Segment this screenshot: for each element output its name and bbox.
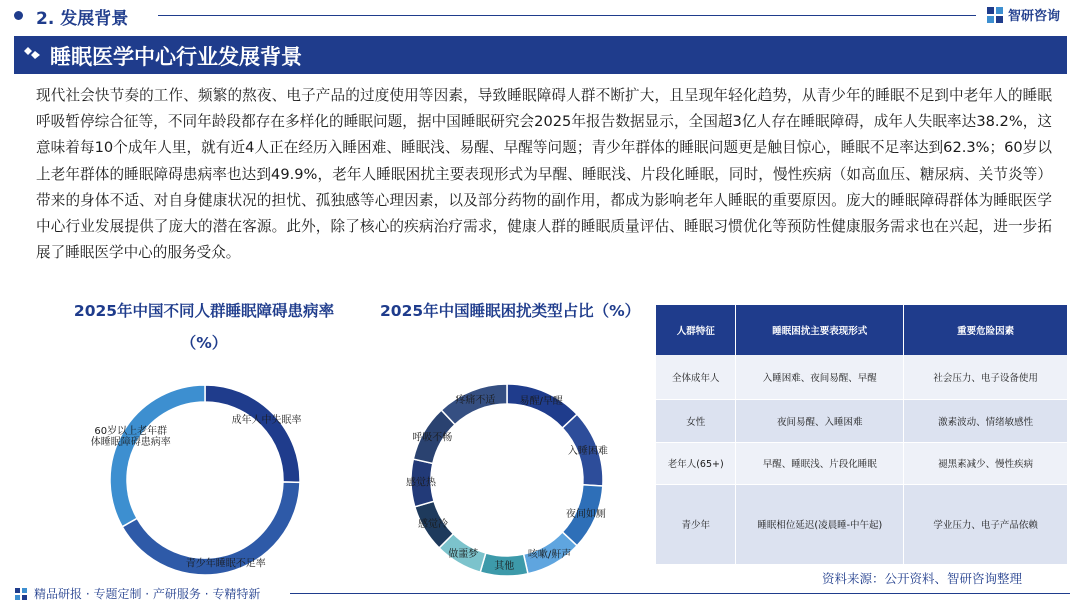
slice-label: 入睡困难 bbox=[567, 445, 608, 457]
slice-label: 易醒/早醒 bbox=[519, 396, 563, 408]
chart1-title: 2025年中国不同人群睡眠障碍患病率（%） bbox=[73, 302, 335, 352]
bullet-dot-icon bbox=[14, 11, 23, 20]
top-bar bbox=[0, 0, 1080, 30]
table-header-cell: 睡眠困扰主要表现形式 bbox=[736, 305, 904, 355]
table-cell: 社会压力、电子设备使用 bbox=[904, 355, 1068, 399]
slice-label: 感觉热 bbox=[406, 477, 437, 489]
table-row bbox=[656, 484, 1068, 564]
page-title: 睡眠医学中心行业发展背景 bbox=[50, 45, 302, 69]
table-cell: 褪黑素减少、慢性疾病 bbox=[904, 442, 1068, 484]
risk-table bbox=[656, 305, 1068, 565]
table-cell: 学业压力、电子产品依赖 bbox=[904, 484, 1068, 564]
footer-divider bbox=[290, 593, 1070, 594]
footer-services bbox=[14, 585, 260, 602]
slice-label: 成年人中失眠率 bbox=[231, 414, 302, 426]
table-header-cell: 重要危险因素 bbox=[904, 305, 1068, 355]
slice-label: 疼痛不适 bbox=[455, 395, 496, 407]
donut-slice bbox=[205, 385, 300, 482]
title-banner bbox=[14, 36, 1067, 74]
chart2-title: 2025年中国睡眠困扰类型占比（%） bbox=[380, 302, 641, 320]
table-cell: 激素波动、情绪敏感性 bbox=[904, 399, 1068, 442]
slice-label: 青少年睡眠不足率 bbox=[185, 558, 266, 570]
slice-label: 其他 bbox=[494, 560, 515, 572]
body-paragraph: 现代社会快节奏的工作、频繁的熬夜、电子产品的过度使用等因素，导致睡眠障碍人群不断扩大，且呈现年轻化趋势，从青少年的睡眠不足到中老年人的睡眠呼吸暂停综合征等，不同年龄段都存在多样化的睡眠问题，据中国睡眠研究会2025年报告数据显示，全国超3亿人存在睡眠障碍，成年人失眠率达38.2%，这意味着每10个成年人里，就有近4人正在经历入睡困难、睡眠浅、易醒、早醒等问题；青少年群体的睡眠问题更是触目惊心，睡眠不足率达到62.3%；60岁以上老年群体的睡眠障碍患病率也达到49.9%，老年人睡眠困扰主要表现形式为早醒、睡眠浅、片段化睡眠，同时，慢性疾病（如高血压、糖尿病、关节炎等）带来的身体不适、对自身健康状况的担忧、孤独感等心理因素，以及部分药物的副作用，都成为影响老年人睡眠的重要原因。庞大的睡眠障碍群体为睡眠医学中心行业发展提供了庞大的潜在客源。此外，除了核心的疾病治疗需求，健康人群的睡眠质量评估、睡眠习惯优化等预防性健康服务需求也在兴起，进一步拓展了睡眠医学中心的服务受众。 bbox=[36, 87, 1052, 262]
brand[interactable] bbox=[986, 5, 1060, 24]
chart1-donut bbox=[90, 375, 310, 585]
slice-label: 夜间如厕 bbox=[565, 509, 606, 521]
footer-logo-icon bbox=[14, 587, 28, 601]
slice-label: 感觉冷 bbox=[417, 518, 448, 530]
table-row bbox=[656, 355, 1068, 399]
table-cell: 早醒、睡眠浅、片段化睡眠 bbox=[736, 442, 904, 484]
table-row bbox=[656, 442, 1068, 484]
table-cell: 全体成年人 bbox=[656, 355, 736, 399]
table-cell: 入睡困难、夜间易醒、早醒 bbox=[736, 355, 904, 399]
top-divider bbox=[158, 15, 976, 16]
table-cell: 夜间易醒、入睡困难 bbox=[736, 399, 904, 442]
diamond-icon bbox=[22, 45, 42, 65]
section-label: 2. 发展背景 bbox=[36, 9, 129, 29]
table-row bbox=[656, 399, 1068, 442]
table-header-row bbox=[656, 305, 1068, 355]
chart2-donut bbox=[405, 380, 610, 580]
slice-label: 60岁以上老年群体睡眠障碍患病率 bbox=[90, 426, 171, 449]
table-cell: 女性 bbox=[656, 399, 736, 442]
footer-services-text: 精品研报 · 专题定制 · 产研服务 · 专精特新 bbox=[34, 587, 261, 601]
slice-label: 呼吸不畅 bbox=[412, 432, 453, 444]
table-container bbox=[656, 305, 1068, 565]
table-cell: 老年人(65+) bbox=[656, 442, 736, 484]
brand-logo-icon bbox=[986, 6, 1004, 24]
slice-label: 咳嗽/鼾声 bbox=[527, 549, 572, 561]
table-header-cell: 人群特征 bbox=[656, 305, 736, 355]
source-note: 资料来源：公开资料、智研咨询整理 bbox=[822, 571, 1023, 586]
brand-name: 智研咨询 bbox=[1008, 9, 1061, 24]
slice-label: 做噩梦 bbox=[448, 549, 479, 561]
table-cell: 睡眠相位延迟(凌晨睡-中午起) bbox=[736, 484, 904, 564]
donut-slice bbox=[110, 385, 205, 527]
table-cell: 青少年 bbox=[656, 484, 736, 564]
